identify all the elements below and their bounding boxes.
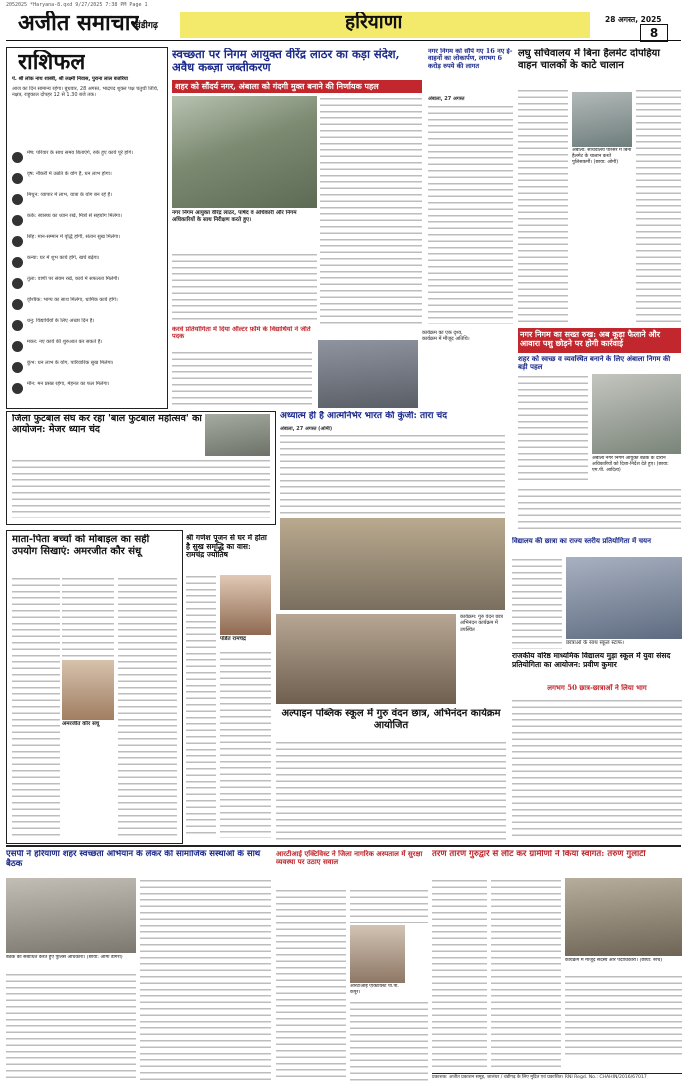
zodiac-row-capricorn [12,339,162,360]
aquarius-icon [12,362,23,373]
zodiac-text: कुंभ: धन लाभ के योग, पारिवारिक सुख मिलेगा। [27,360,114,366]
bal-football-body [12,458,270,518]
zodiac-text: मिथुन: व्यापार में लाभ, यात्रा के योग बन रहे हैं। [27,192,113,198]
vidyalaya-caption: छात्राओं के साथ स्कूल स्टाफ। [566,640,682,650]
lead-caption: नगर निगम आयुक्त वीरेंद्र लाठर, पार्षद व अधिकारी और निगम अधिकारियों के साथ निरीक्षण करते हुए। [172,210,317,250]
nagar-nigam-headline: नगर निगम का सख्त रुख: अब कूड़ा फैलाने और आवारा पशु छोड़ने पर होगी कार्रवाई [518,328,681,353]
guru-vandan-body [276,740,506,840]
nagar-nigam-body-col2 [518,487,681,532]
bal-football-photo [205,414,270,456]
cancer-icon [12,215,23,226]
rashifal-byline: पं. श्री लोक नाथ शास्त्री, श्री लक्ष्मी निवास, पुराना लाल बजरिया [12,76,128,82]
zodiac-row-pisces [12,381,162,402]
police-photo [6,878,136,953]
e-rickshaw-body-col2 [636,88,681,323]
city-label: चंडीगढ़ [135,21,158,31]
guru-vandan-caption: कार्यक्रम: गुरु वंदन छात्र अभिनंदन कार्यक्रम में उपस्थित [460,614,508,704]
ganesh-headline: श्री गणेश पूजन से घर में होता है सुख समृद्धि का वास: रामचंद्र ज्योतिष [186,534,267,560]
adhyatm-headline: अध्यात्म ही है आत्मनिर्भर भारत की कुंजी: तारा चंद [280,411,448,421]
paper-name: अजीत समाचार [18,11,140,36]
rashifal-title: राशिफल [18,50,86,75]
mata-pita-caption: अमरजीत कौर संधू [62,721,114,735]
ac-buses-headline: नगर निगम को सौंपे गए 16 नए ई-वाहनों का लोकार्पण, लगभग 6 करोड़ रुपये की लागत [428,48,513,70]
footer-imprint: प्रकाशक: अजीत प्रकाशन समूह, जालंधर / चंडीगढ़ के लिए मुद्रित एवं प्रकाशित। RNI Regd. No.: CHAHIN/2016/67017 [432,1073,682,1088]
ac-buses-dateline: अंबाला, 27 अगस्त [428,96,465,102]
ganesh-body-col2 [220,650,271,838]
rajkiya-headline: राजकीय वरिष्ठ माध्यमिक विद्यालय मुड़ा स्कूल में युवा संसद प्रतियोगिता का आयोजन: प्रवीण कुमार [512,652,671,669]
taran-taran-headline: तरण तारण गुरुद्वारे से लौट कर ग्रामीणों ने किया स्वागत: तरुण गुलाटी [432,850,646,859]
rajkiya-body [512,698,682,838]
e-rickshaw-headline: लघु सचिवालय में बिना हैलमेट दोपहिया वाहन चालकों के काटे चालान [518,48,660,71]
zodiac-text: वृश्चिक: भाग्य का साथ मिलेगा, धार्मिक कार्य होंगे। [27,297,118,303]
zodiac-row-scorpio [12,297,162,318]
ganesh-body-col1 [186,574,216,838]
ganesh-caption: पंडित रामचंद्र [220,636,271,648]
police-headline: एसपी ने हरियाणा शहर स्वच्छता अभियान के लेकर की सामाजिक संस्थाओं के साथ बैठक [6,850,261,869]
rakhi-body [172,350,312,408]
nagar-nigam-photo [592,374,681,454]
lead-body-col2 [172,252,317,322]
nagar-nigam-sub: शहर को स्वच्छ व व्यवस्थित बनाने के लिए अंबाला निगम की बड़ी पहल [518,355,671,372]
zodiac-row-gemini [12,192,162,213]
civil-hospital-body-col1 [276,888,346,1082]
sagittarius-icon [12,320,23,331]
page-number-box [640,24,668,42]
virgo-icon [12,257,23,268]
aries-icon [12,152,23,163]
lead-kicker: शहर को सौंदर्य नगर, अंबाला को गंदगी मुक्त बनाने की निर्णायक पहल [172,80,422,93]
zodiac-text: धनु: विद्यार्थियों के लिए अच्छा दिन है। [27,318,95,324]
civil-hospital-body-col3 [350,1000,428,1082]
zodiac-text: वृष: नौकरी में उन्नति के योग हैं, धन लाभ होगा। [27,171,112,177]
e-rickshaw-body-col1 [518,88,568,323]
leo-icon [12,236,23,247]
bal-football-headline: जिला फुटबाल संघ कर रहा 'बाल फुटबाल महोत्सव' का आयोजन: मेजर ध्यान चंद [12,414,202,435]
zodiac-row-cancer [12,213,162,234]
zodiac-row-leo [12,234,162,255]
lead-photo [172,96,317,208]
zodiac-row-libra [12,276,162,297]
civil-hospital-caption: आरटीआई एक्टिविस्ट पी.पी. कपूर। [350,984,405,998]
taran-taran-photo [565,878,682,956]
zodiac-row-aquarius [12,360,162,381]
taran-taran-caption: कार्यक्रम में मौजूद सदस्य और पदाधिकारी। (छाया: रुचि) [565,958,682,972]
zodiac-row-virgo [12,255,162,276]
rashifal-intro: आज का दिन सामान्य रहेगा। बुधवार, 28 अगस्त, भाद्रपद शुक्ल पक्ष चतुर्थी तिथि, नक्षत्र, राहुकाल दोपहर 12 से 1.30 बजे तक। [12,86,159,99]
civil-hospital-body-col2 [350,888,428,923]
mata-pita-body-col2 [62,576,114,658]
taurus-icon [12,173,23,184]
page-number: 8 [649,26,659,40]
guru-vandan-headline: अल्पाइन पब्लिक स्कूल में गुरु वंदन छात्र, अभिनंदन कार्यक्रम आयोजित [281,708,501,731]
libra-icon [12,278,23,289]
rakhi-photo [318,340,418,408]
zodiac-text: मेष: परिवार के साथ समय बिताएंगे, रुके हुए कार्य पूरे होंगे। [27,150,134,156]
issue-date: 28 अगस्त, 2025 [605,15,662,24]
zodiac-text: सिंह: मान-सम्मान में वृद्धि होगी, संतान सुख मिलेगा। [27,234,121,240]
vidyalaya-headline: विद्यालय की छात्रा का राज्य स्तरीय प्रतियोगिता में चयन [512,537,651,545]
zodiac-row-taurus [12,171,162,192]
lead-headline: स्वच्छता पर निगम आयुक्त वीरेंद्र लाठर का कड़ा संदेश, अवैध कब्ज़ा जब्तीकरण [172,48,400,75]
rajkiya-sub: लगभग 50 छात्र-छात्राओं ने लिया भाग [547,684,647,692]
scorpio-icon [12,299,23,310]
rakhi-headline: करवे प्रतियोगिता में दिया ऑल्टर फ़ॉर्म के विद्यार्थियों ने जीते पदक [172,326,311,341]
zodiac-row-sagittarius [12,318,162,339]
mata-pita-photo [62,660,114,720]
taran-taran-body-col1 [432,878,487,1070]
adhyatm-photo [280,518,505,610]
zodiac-row-aries [12,150,162,171]
rakhi-caption: कार्यक्रम का एक दृश्य, कार्यक्रम में मौजूद अतिथि। [422,330,477,390]
nagar-nigam-caption: अंबाला नगर निगम आयुक्त बैठक के दौरान अधिकारियों को दिशा-निर्देश देते हुए। (छाया: एम.पी. आदित्य) [592,456,681,484]
police-caption: बैठक को संबोधित करते हुए पुलिस अधिकारी। (छाया: ओमी डोगरी) [6,955,136,969]
zodiac-text: कन्या: घर में शुभ कार्य होंगे, खर्च बढ़ेगा। [27,255,100,261]
e-rickshaw-caption: अंबाला: सचिवालय परिसर में बिना हैलमेट के चालान करते पुलिसकर्मी। (छाया: ओमी) [572,148,632,178]
adhyatm-body [280,433,505,515]
e-rickshaw-photo [572,92,632,147]
civil-hospital-photo [350,925,405,983]
taran-taran-body-col2 [491,878,561,1070]
nagar-nigam-body-col1 [518,374,588,484]
guru-vandan-photo [276,614,456,704]
ganesh-photo [220,575,271,635]
vidyalaya-photo [566,557,682,639]
print-info: 2052025 *Haryana-8.qxd 9/27/2025 7:38 PM Page 1 [6,2,148,8]
adhyatm-dateline: अंबाला, 27 अगस्त (ओमी) [280,426,333,432]
pisces-icon [12,383,23,394]
zodiac-text: तुला: वाणी पर संयम रखें, कार्य में सफलता मिलेगी। [27,276,120,282]
vidyalaya-body [512,557,562,649]
capricorn-icon [12,341,23,352]
rashifal-list [12,150,162,402]
mata-pita-body-col3 [118,576,177,836]
police-body-col1 [6,972,136,1082]
zodiac-text: कर्क: स्वास्थ्य का ध्यान रखें, मित्रों से सहयोग मिलेगा। [27,213,122,219]
mata-pita-headline: माता-पिता बच्चों को मोबाइल का सही उपयोग सिखाएं: अमरजीत कौर संधू [12,534,150,557]
mata-pita-body-col1 [12,576,60,836]
section-title: हरियाणा [345,12,403,33]
gemini-icon [12,194,23,205]
zodiac-text: मकर: नए कार्य की शुरुआत कर सकते हैं। [27,339,103,345]
ac-buses-body [428,104,513,324]
police-body-col2 [140,878,271,1082]
zodiac-text: मीन: मन प्रसन्न रहेगा, मेहनत का फल मिलेगा। [27,381,110,387]
section-divider [6,845,681,847]
civil-hospital-headline: आरटीआई एक्टिविस्ट ने जिला नागरिक अस्पताल में सुरक्षा व्यवस्था पर उठाए सवाल [276,850,423,867]
lead-body-col1 [320,96,422,326]
taran-taran-body-col3 [565,974,682,1056]
